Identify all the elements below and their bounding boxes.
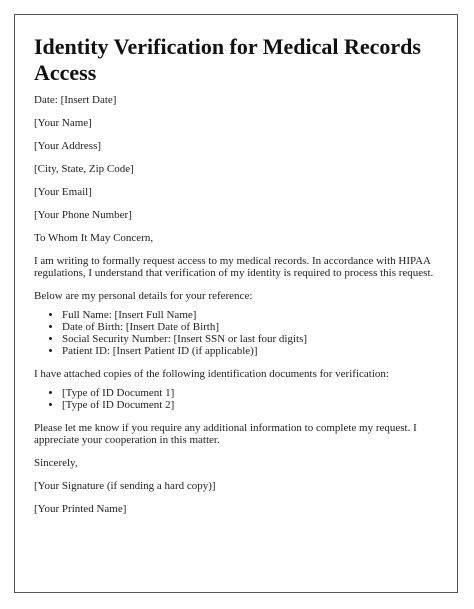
letter-title: Identity Verification for Medical Records Access xyxy=(34,34,421,85)
documents-intro: I have attached copies of the following identification documents for verification: xyxy=(34,368,389,380)
list-item-date-of-birth: • Date of Birth: [Insert Date of Birth] xyxy=(62,321,440,333)
printed-name-line: [Your Printed Name] xyxy=(34,503,127,515)
sender-address: [Your Address] xyxy=(34,140,102,152)
list-item-id-document-2: • [Type of ID Document 2] xyxy=(62,399,440,411)
list-item-ssn: • Social Security Number: [Insert SSN or last four digits] xyxy=(62,333,440,345)
intro-paragraph: I am writing to formally request access to my medical records. In accordance with HIPAA regulations, I understand that verification of my identity is required to process this request. xyxy=(34,255,434,279)
sender-city-state-zip: [City, State, Zip Code] xyxy=(34,163,134,175)
letter-page xyxy=(14,14,458,593)
list-item-full-name: • Full Name: [Insert Full Name] xyxy=(62,309,440,321)
sign-off: Sincerely, xyxy=(34,457,78,469)
sender-email: [Your Email] xyxy=(34,186,92,198)
list-item-id-document-1: • [Type of ID Document 1] xyxy=(62,387,440,399)
letter-content xyxy=(34,34,440,526)
salutation: To Whom It May Concern, xyxy=(34,232,154,244)
closing-paragraph: Please let me know if you require any additional information to complete my request. I appreciate your cooperation in this matter. xyxy=(34,422,417,446)
details-intro: Below are my personal details for your reference: xyxy=(34,290,253,302)
signature-line: [Your Signature (if sending a hard copy)] xyxy=(34,480,216,492)
sender-name: [Your Name] xyxy=(34,117,92,129)
sender-phone: [Your Phone Number] xyxy=(34,209,132,221)
id-documents-list xyxy=(34,387,440,411)
list-item-patient-id: • Patient ID: [Insert Patient ID (if applicable)] xyxy=(62,345,440,357)
personal-details-list xyxy=(34,309,440,357)
date-line: Date: [Insert Date] xyxy=(34,94,117,106)
